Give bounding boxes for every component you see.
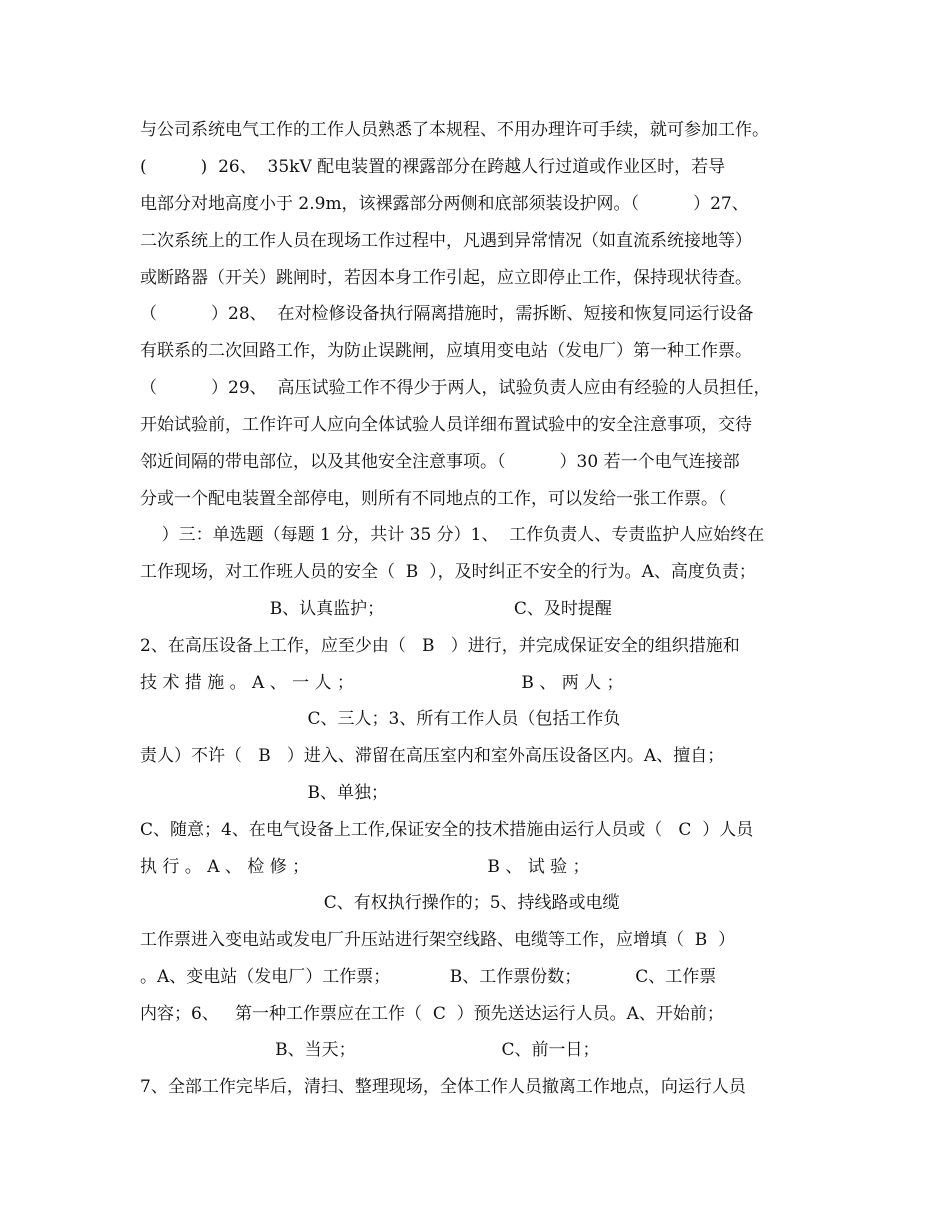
text-line-13: 工作现场，对工作班人员的安全（ B ），及时纠正不安全的行为。A、高度负责；: [140, 562, 756, 582]
text-line-27: 7、全部工作完毕后，清扫、整理现场，全体工作人员撤离工作地点，向运行人员: [140, 1077, 746, 1097]
text-line-21: 执 行 。 A 、 检 修 ； B 、 试 验 ；: [140, 857, 590, 877]
text-line-5: 或断路器（开关）跳闸时，若因本身工作引起，应立即停止工作，保持现状待查。: [140, 268, 752, 288]
text-line-22: C、有权执行操作的；5、持线路或电缆: [140, 893, 620, 913]
text-line-8: （ ）29、 高压试验工作不得少于两人，试验负责人应由有经验的人员担任，: [140, 378, 771, 398]
text-line-19: B、单独；: [140, 783, 389, 803]
text-line-3: 电部分对地高度小于 2.9m，该裸露部分两侧和底部须装设护网。（ ）27、: [140, 194, 749, 214]
text-line-23: 工作票进入变电站或发电厂升压站进行架空线路、电缆等工作，应增填（ B ）: [140, 930, 736, 950]
text-line-25: 内容；6、 第一种工作票应在工作（ C ）预先送达运行人员。A、开始前；: [140, 1004, 724, 1024]
text-line-16: 技 术 措 施 。 A 、 一 人 ； B 、 两 人 ；: [140, 673, 624, 693]
text-line-24: 。A、变电站（发电厂）工作票； B、工作票份数； C、工作票: [140, 967, 717, 987]
text-line-10: 邻近间隔的带电部位，以及其他安全注意事项。（ ）30 若一个电气连接部: [140, 452, 740, 472]
text-line-14: B、认真监护； C、及时提醒: [140, 599, 612, 619]
text-line-17: C、三人；3、所有工作人员（包括工作负: [140, 709, 621, 729]
text-line-1: 与公司系统电气工作的工作人员熟悉了本规程、不用办理许可手续，就可参加工作。: [140, 120, 769, 140]
text-line-4: 二次系统上的工作人员在现场工作过程中，凡遇到异常情况（如直流系统接地等）: [140, 231, 752, 251]
text-line-7: 有联系的二次回路工作，为防止误跳闸，应填用变电站（发电厂）第一种工作票。: [140, 341, 752, 361]
text-line-11: 分或一个配电装置全部停电，则所有不同地点的工作，可以发给一张工作票。（: [140, 489, 727, 509]
text-line-9: 开始试验前，工作许可人应向全体试验人员详细布置试验中的安全注意事项，交待: [140, 415, 752, 435]
text-line-20: C、随意；4、在电气设备上工作,保证安全的技术措施由运行人员或（ C ）人员: [140, 820, 754, 840]
text-line-18: 责人）不许（ B ）进入、滞留在高压室内和室外高压设备区内。A、擅自；: [140, 746, 725, 766]
text-line-2: ( ) 26、 35kV 配电装置的裸露部分在跨越人行过道或作业区时，若导: [140, 157, 726, 177]
text-line-12: ）三：单选题（每题 1 分，共计 35 分）1、 工作负责人、专责监护人应始终在: [140, 525, 765, 545]
text-line-15: 2、在高压设备上工作，应至少由（ B ）进行，并完成保证安全的组织措施和: [140, 636, 740, 656]
text-line-26: B、当天； C、前一日；: [140, 1040, 600, 1060]
text-line-6: （ ）28、 在对检修设备执行隔离措施时，需拆断、短接和恢复同运行设备: [140, 304, 754, 324]
